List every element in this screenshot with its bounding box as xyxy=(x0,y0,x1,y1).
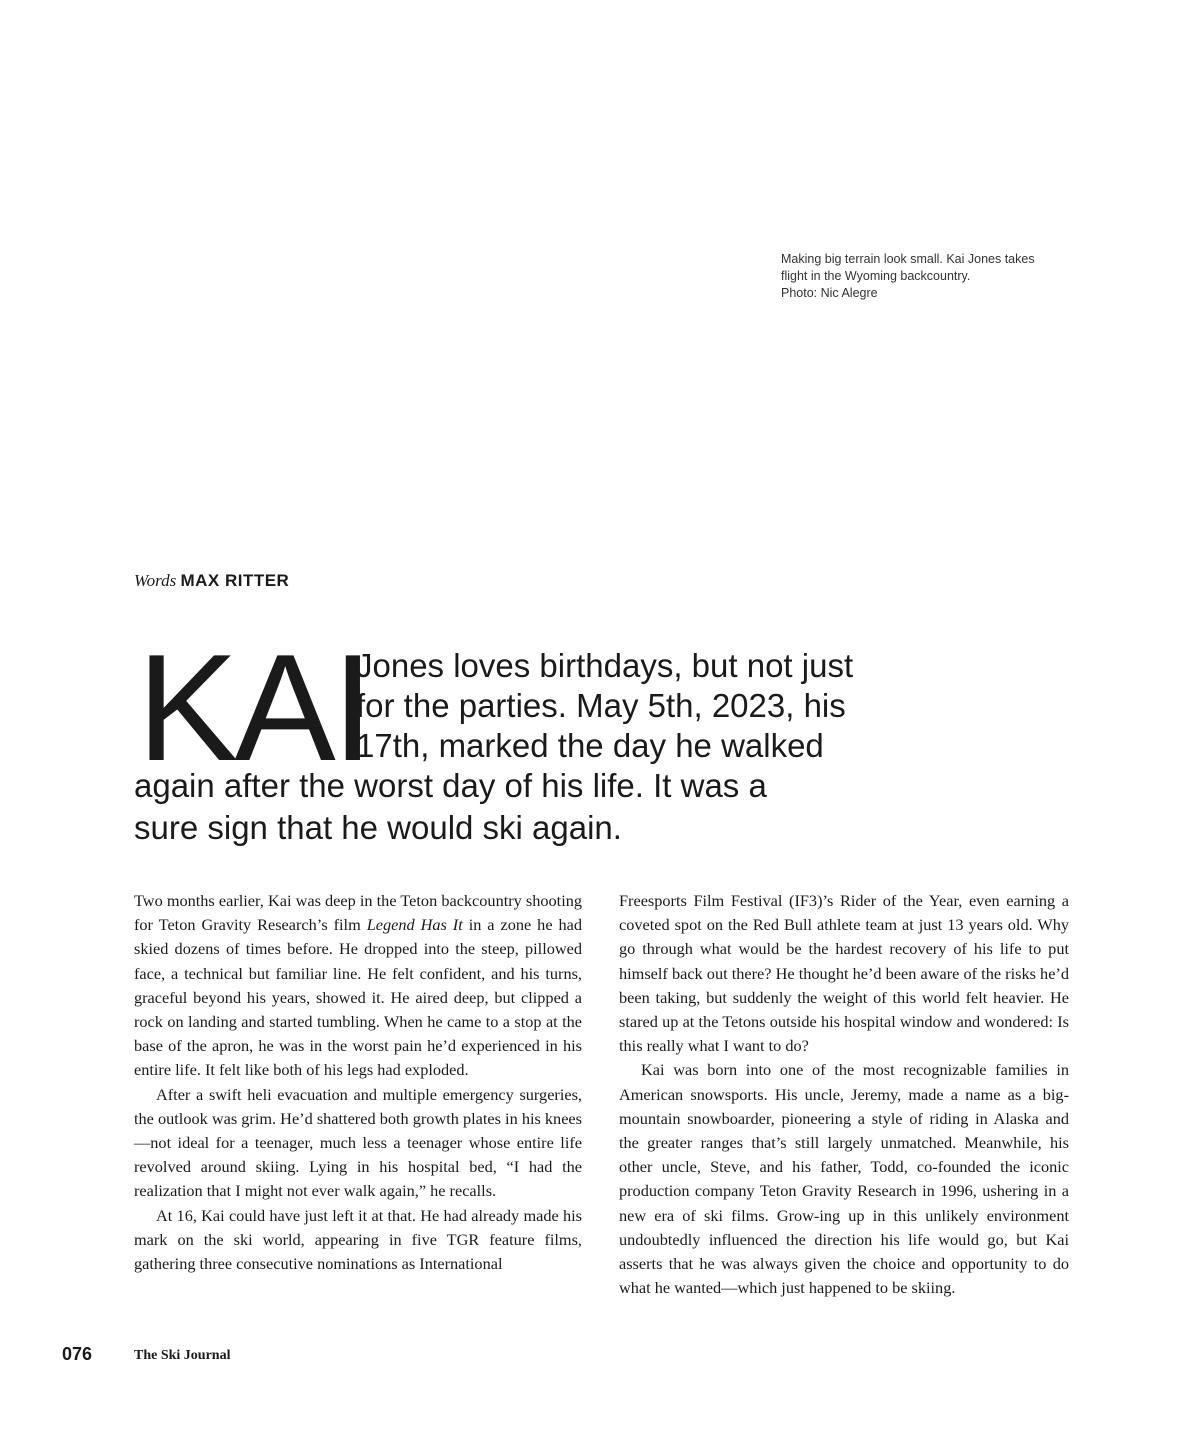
publication-name: The Ski Journal xyxy=(134,1348,231,1363)
deck-line: sure sign that he would ski again. xyxy=(134,809,622,846)
body-column-right xyxy=(619,889,1069,1300)
byline-label: Words xyxy=(134,571,177,590)
photo-caption xyxy=(781,251,1071,302)
body-paragraph: Kai was born into one of the most recognizable families in American snowsports. His uncle, Jeremy, made a name as a big-mountain snowboarder, pioneering a style of riding in Alaska and the greater ranges that’s still largely unmatched. Meanwhile, his other uncle, Steve, and his father, Todd, co-founded the iconic production company Teton Gravity Research in 1996, ushering in a new era of ski films. Grow-ing up in this unlikely environment undoubtedly influenced the direction his life would go, but Kai asserts that he was always given the choice and opportunity to do what he wanted—which just happened to be skiing. xyxy=(619,1060,1069,1298)
body-column-left xyxy=(134,889,582,1276)
deck-line: Jones loves birthdays, but not just xyxy=(356,647,854,684)
film-title: Legend Has It xyxy=(366,915,463,935)
caption-line: Making big terrain look small. Kai Jones takes xyxy=(781,252,1035,266)
body-paragraph: At 16, Kai could have just left it at that. He had already made his mark on the ski world, appearing in five TGR feature films, gathering three consecutive nominations as International xyxy=(134,1205,582,1274)
photo-credit: Photo: Nic Alegre xyxy=(781,286,878,300)
byline xyxy=(134,570,289,592)
page-number: 076 xyxy=(62,1344,93,1364)
body-paragraph: Freesports Film Festival (IF3)’s Rider of the Year, even earning a coveted spot on the Red Bull athlete team at just 13 years old. Why go through what would be the hardest recovery of his life to put himself back out there? He thought he’d been aware of the risks he’d been taking, but suddenly the weight of this world felt heavier. He stared up at the Tetons outside his hospital window and wondered: Is this really what I want to do? xyxy=(619,891,1069,1056)
caption-line: flight in the Wyoming backcountry. xyxy=(781,269,971,283)
deck-line: for the parties. May 5th, 2023, his xyxy=(356,687,846,724)
deck-line: 17th, marked the day he walked xyxy=(356,727,824,764)
body-paragraph: Two months earlier, Kai was deep in the Teton backcountry shooting for Teton Gravity Research’s film Legend Has It in a zone he had skied dozens of times before. He dropped into the steep, pillowed face, a technical but familiar line. He felt confident, and his turns, graceful beyond his years, showed it. He aired deep, but clipped a rock on landing and started tumbling. When he came to a stop at the base of the apron, he was in the worst pain he’d experienced in his entire life. It felt like both of his legs had exploded. xyxy=(134,891,583,1080)
byline-author: MAX RITTER xyxy=(180,571,290,590)
deck-line: again after the worst day of his life. It was a xyxy=(134,767,767,804)
body-paragraph: After a swift heli evacuation and multiple emergency surgeries, the outlook was grim. He’d shattered both growth plates in his knees—not ideal for a teenager, much less a teenager whose entire life revolved around skiing. Lying in his hospital bed, “I had the realization that I might not ever walk again,” he recalls. xyxy=(134,1084,582,1201)
drop-cap: KAI xyxy=(137,623,370,793)
